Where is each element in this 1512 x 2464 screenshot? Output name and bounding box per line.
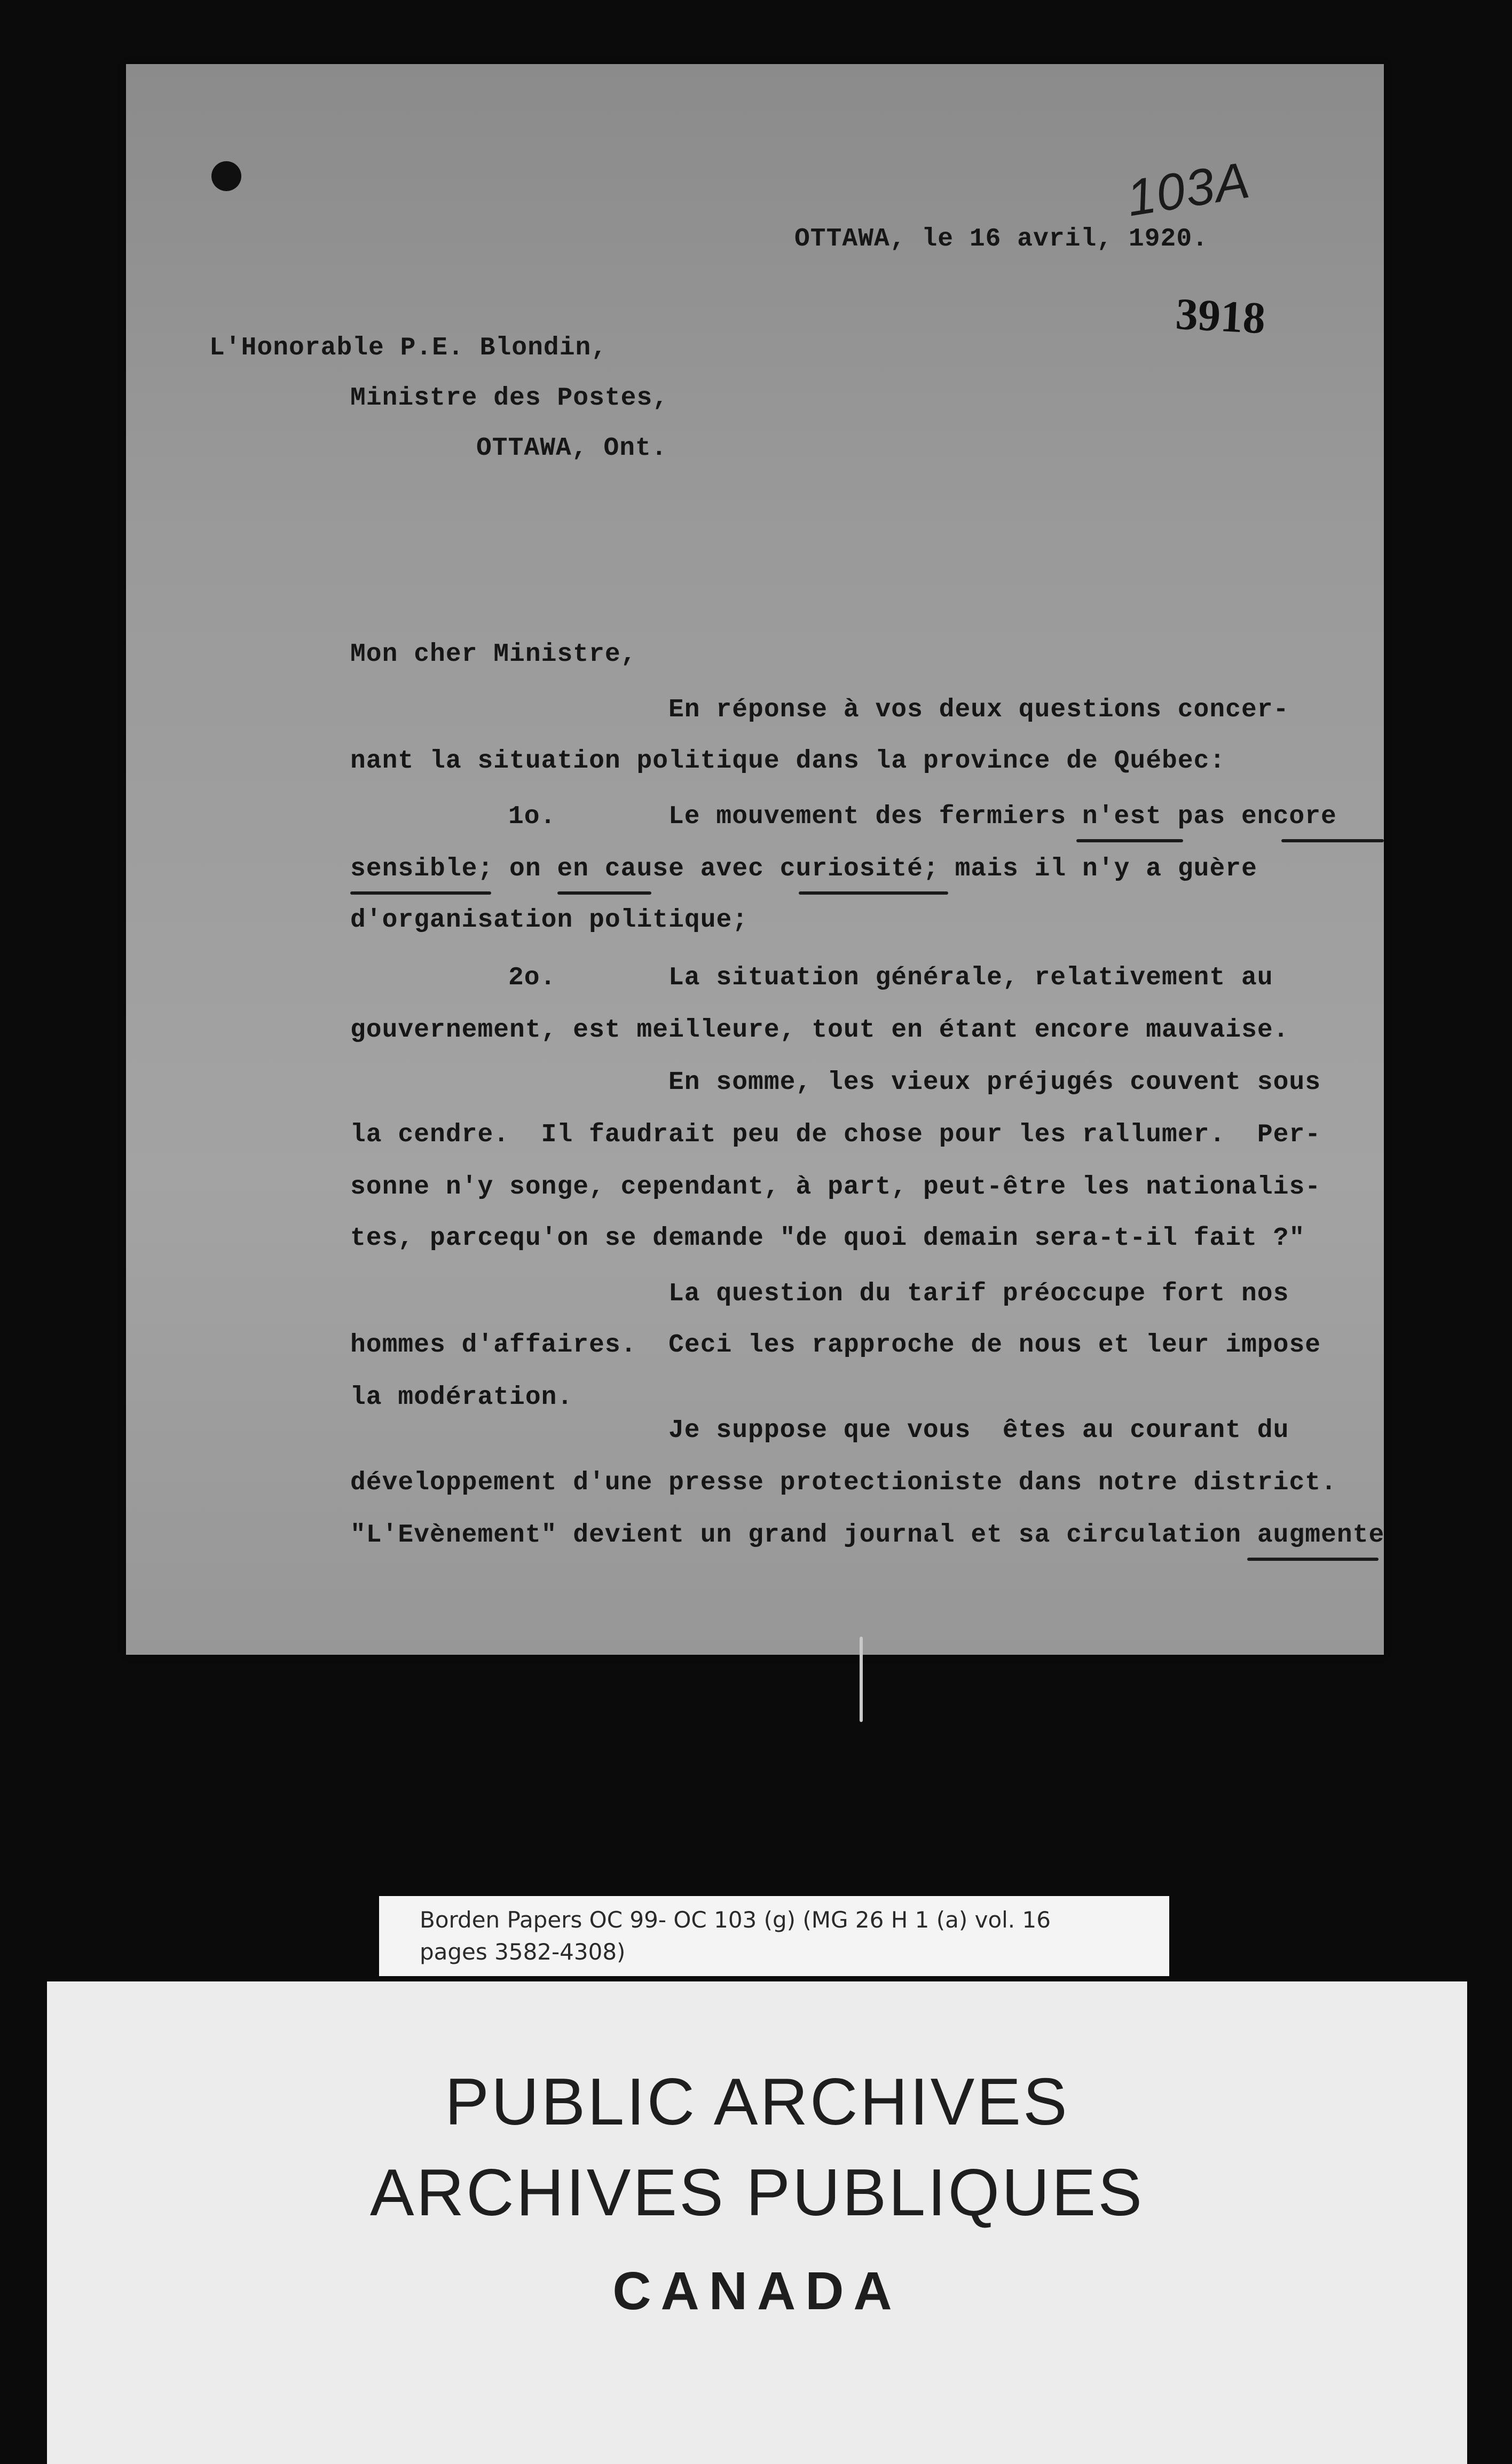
- page-tear-mark: [860, 1637, 863, 1722]
- underline-mark: [799, 891, 948, 895]
- body-line: gouvernement, est meilleure, tout en étant encore mauvaise.: [350, 1016, 1289, 1045]
- public-archives-banner: [47, 1981, 1467, 2464]
- reference-label: [379, 1896, 1169, 1976]
- underline-mark: [1281, 839, 1384, 842]
- body-line: Le mouvement des fermiers n'est pas encore: [668, 802, 1337, 831]
- point-number: 1o.: [508, 802, 556, 831]
- letter-page: [126, 64, 1384, 1655]
- dateline: OTTAWA, le 16 avril, 1920.: [794, 225, 1208, 254]
- stamped-document-number: 3918: [1174, 289, 1267, 344]
- body-line: En somme, les vieux préjugés couvent sous: [668, 1068, 1321, 1097]
- body-line: La situation générale, relativement au: [668, 964, 1273, 992]
- body-line: En réponse à vos deux questions concer-: [668, 696, 1289, 724]
- punch-hole: [211, 161, 241, 191]
- handwritten-folio-number: 103A: [1122, 151, 1255, 227]
- reference-line: pages 3582-4308): [420, 1939, 626, 1965]
- archives-title-french: ARCHIVES PUBLIQUES: [369, 2156, 1145, 2230]
- archives-title-english: PUBLIC ARCHIVES: [445, 2065, 1069, 2139]
- body-line: La question du tarif préoccupe fort nos: [668, 1280, 1289, 1308]
- archives-country: CANADA: [612, 2261, 902, 2321]
- addressee-name: L'Honorable P.E. Blondin,: [209, 334, 608, 362]
- body-line: Je suppose que vous êtes au courant du: [668, 1416, 1289, 1445]
- body-line: tes, parcequ'on se demande "de quoi demain sera-t-il fait ?": [350, 1224, 1305, 1253]
- underline-mark: [1076, 839, 1183, 842]
- body-line: la modération.: [350, 1383, 573, 1412]
- point-number: 2o.: [508, 964, 556, 992]
- addressee-city: OTTAWA, Ont.: [476, 434, 667, 463]
- body-line: hommes d'affaires. Ceci les rapproche de nous et leur impose: [350, 1331, 1321, 1360]
- body-line: sensible; on en cause avec curiosité; mais il n'y a guère: [350, 855, 1257, 883]
- underline-mark: [350, 891, 491, 895]
- body-line: sonne n'y songe, cependant, à part, peut-être les nationalis-: [350, 1173, 1321, 1202]
- underline-mark: [557, 891, 651, 895]
- underline-mark: [1247, 1558, 1379, 1561]
- addressee-title: Ministre des Postes,: [350, 384, 669, 413]
- body-line: "L'Evènement" devient un grand journal et sa circulation augmente: [350, 1521, 1385, 1550]
- reference-line: Borden Papers OC 99- OC 103 (g) (MG 26 H 1 (a) vol. 16: [420, 1907, 1051, 1933]
- body-line: développement d'une presse protectioniste dans notre district.: [350, 1468, 1337, 1497]
- body-line: la cendre. Il faudrait peu de chose pour les rallumer. Per-: [350, 1120, 1321, 1149]
- salutation: Mon cher Ministre,: [350, 640, 637, 669]
- body-line: nant la situation politique dans la province de Québec:: [350, 747, 1226, 776]
- body-line: d'organisation politique;: [350, 906, 749, 935]
